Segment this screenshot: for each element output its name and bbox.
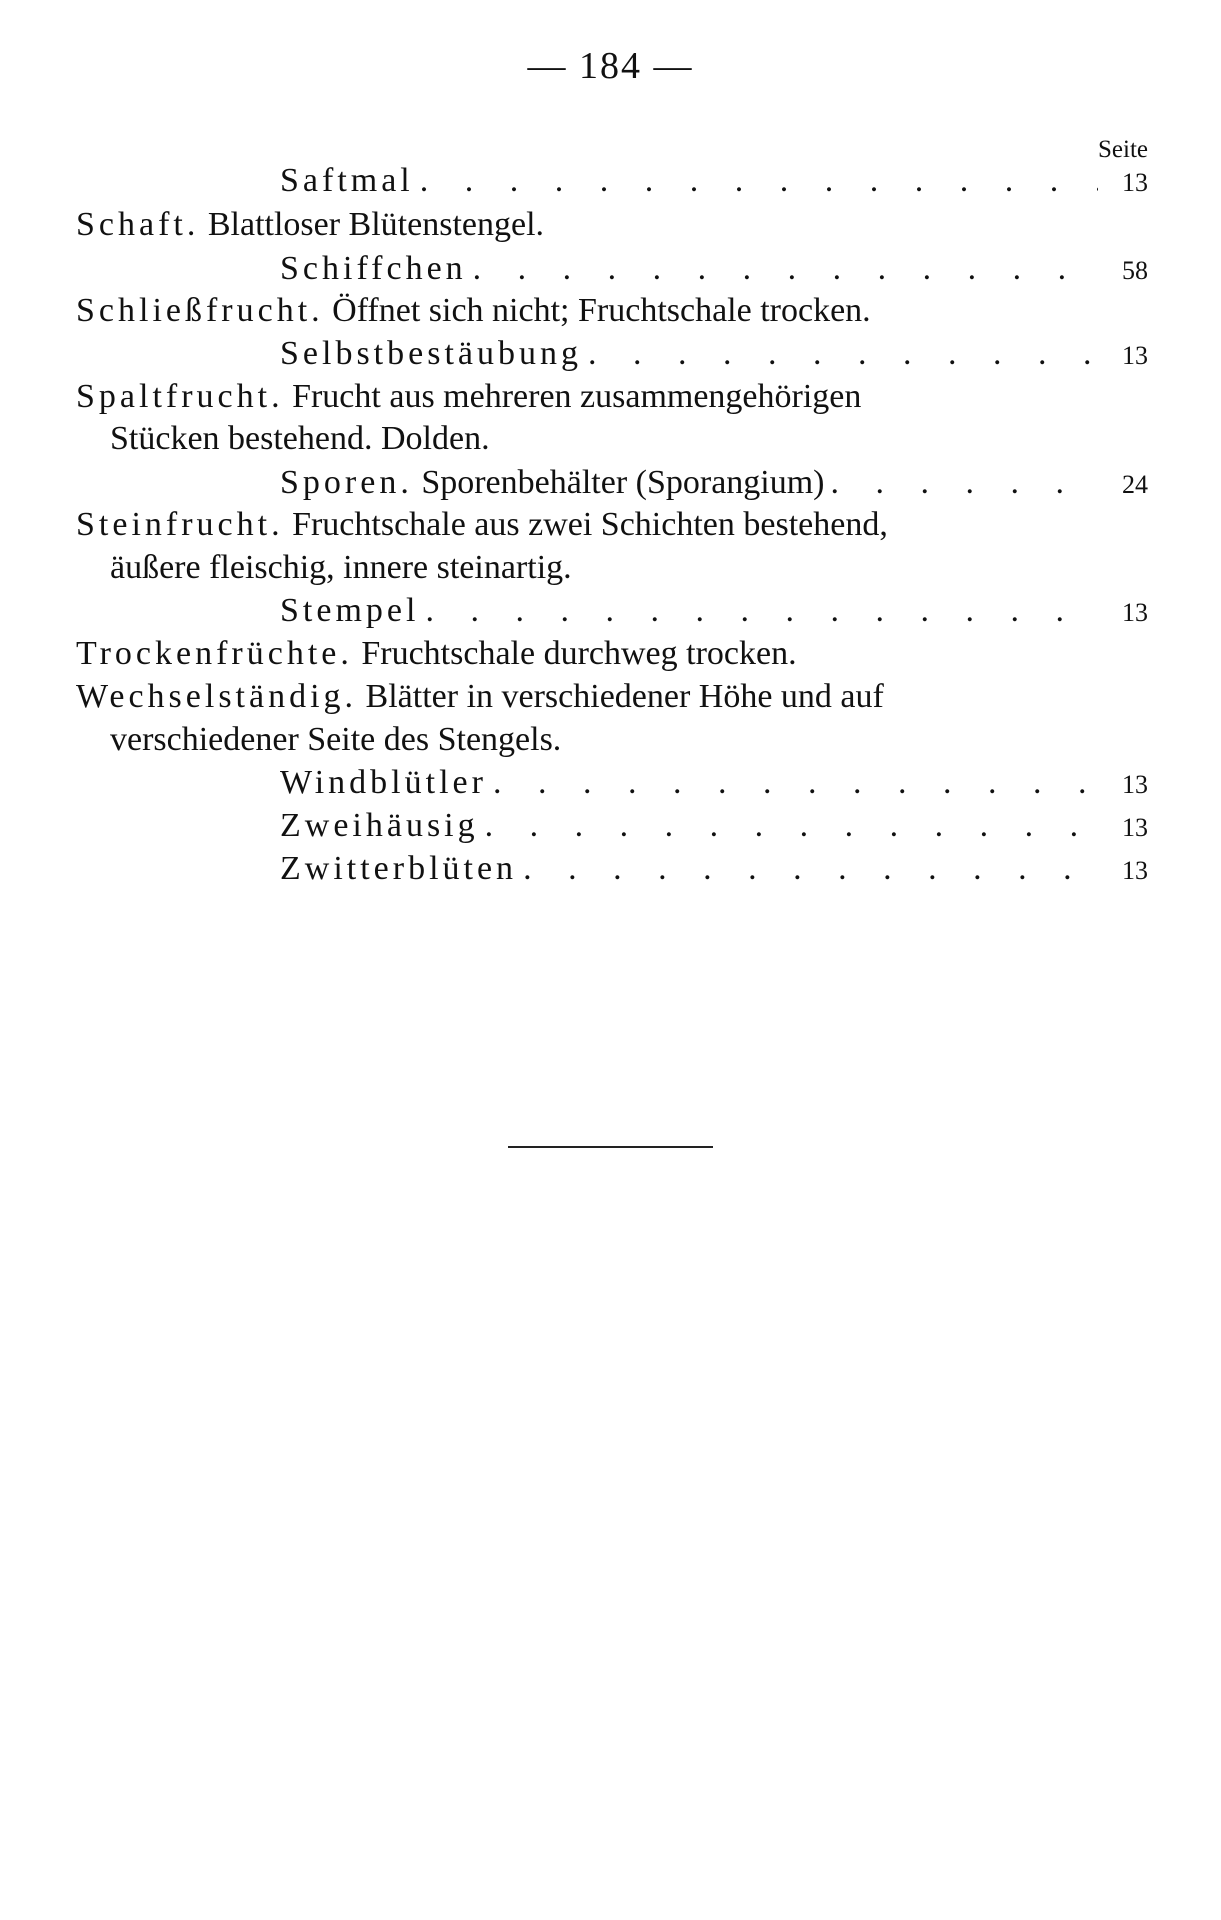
index-entry-trockenfruechte bbox=[76, 633, 1076, 675]
index-description-continuation: äußere fleischig, innere steinartig. bbox=[110, 549, 572, 586]
page-ref: 13 bbox=[1122, 856, 1148, 885]
page-ref: 13 bbox=[1122, 168, 1148, 197]
dot-leader bbox=[485, 805, 1098, 847]
closing-rule bbox=[508, 1146, 713, 1148]
index-term: Schließfrucht. bbox=[76, 292, 324, 329]
index-term: Spaltfrucht. bbox=[76, 378, 284, 415]
dot-leader bbox=[588, 333, 1098, 375]
dot-leader bbox=[831, 462, 1099, 504]
index-entry-saftmal bbox=[280, 160, 1148, 204]
index-term: Wechselständig. bbox=[76, 678, 358, 715]
index-description: Blattloser Blütenstengel. bbox=[207, 206, 545, 243]
dot-leader bbox=[493, 762, 1098, 804]
index-description-continuation: Stücken bestehend. Dolden. bbox=[110, 420, 490, 457]
index-description: Blätter in verschiedener Höhe und auf bbox=[365, 678, 884, 715]
index-term: Steinfrucht. bbox=[76, 506, 284, 543]
page-ref: 13 bbox=[1122, 341, 1148, 370]
index-entry-spaltfrucht bbox=[76, 376, 1076, 418]
index-description-continuation: verschiedener Seite des Stengels. bbox=[110, 721, 562, 758]
index-description: Fruchtschale aus zwei Schichten bestehend, bbox=[292, 506, 888, 543]
index-entry-zweihaeusig bbox=[280, 805, 1148, 849]
index-entry-schliessfrucht bbox=[76, 290, 1076, 332]
index-term: Zweihäusig bbox=[280, 807, 479, 844]
page-number: — 184 — bbox=[527, 45, 694, 87]
page-ref: 13 bbox=[1122, 813, 1148, 842]
page-ref: 13 bbox=[1122, 598, 1148, 627]
index-description: Sporenbehälter (Sporangium) bbox=[421, 464, 825, 501]
page-ref: 58 bbox=[1122, 256, 1148, 285]
index-term: Zwitterblüten bbox=[280, 850, 518, 887]
index-entry-schaft bbox=[76, 204, 1076, 246]
index-entry-windbluetler bbox=[280, 762, 1148, 806]
index-term: Trockenfrüchte. bbox=[76, 635, 353, 672]
index-entry-selbstbestaeubung bbox=[280, 333, 1148, 377]
index-entry-schiffchen bbox=[280, 248, 1148, 292]
index-entry-zwitterblueten bbox=[280, 848, 1148, 892]
index-term: Stempel bbox=[280, 592, 420, 629]
index-description: Frucht aus mehreren zusammengehörigen bbox=[292, 378, 862, 415]
index-term: Saftmal bbox=[280, 162, 414, 199]
index-term: Selbstbestäubung bbox=[280, 335, 582, 372]
index-term: Windblütler bbox=[280, 764, 487, 801]
page-ref: 24 bbox=[1122, 470, 1148, 499]
index-entry-sporen bbox=[280, 462, 1148, 506]
index-entry-wechselstaendig bbox=[76, 676, 1076, 718]
dot-leader bbox=[523, 848, 1098, 890]
index-description: Öffnet sich nicht; Fruchtschale trocken. bbox=[332, 292, 871, 329]
index-entry-stempel bbox=[280, 590, 1148, 634]
index-term: Schiffchen bbox=[280, 250, 467, 287]
dot-leader bbox=[473, 248, 1098, 290]
page-ref: 13 bbox=[1122, 770, 1148, 799]
index-description: Fruchtschale durchweg trocken. bbox=[361, 635, 797, 672]
index-term: Schaft. bbox=[76, 206, 200, 243]
index-term: Sporen. bbox=[280, 464, 413, 501]
dot-leader bbox=[425, 590, 1098, 632]
dot-leader bbox=[420, 160, 1098, 202]
column-header-seite: Seite bbox=[1098, 136, 1148, 163]
index-entry-steinfrucht bbox=[76, 504, 1076, 546]
